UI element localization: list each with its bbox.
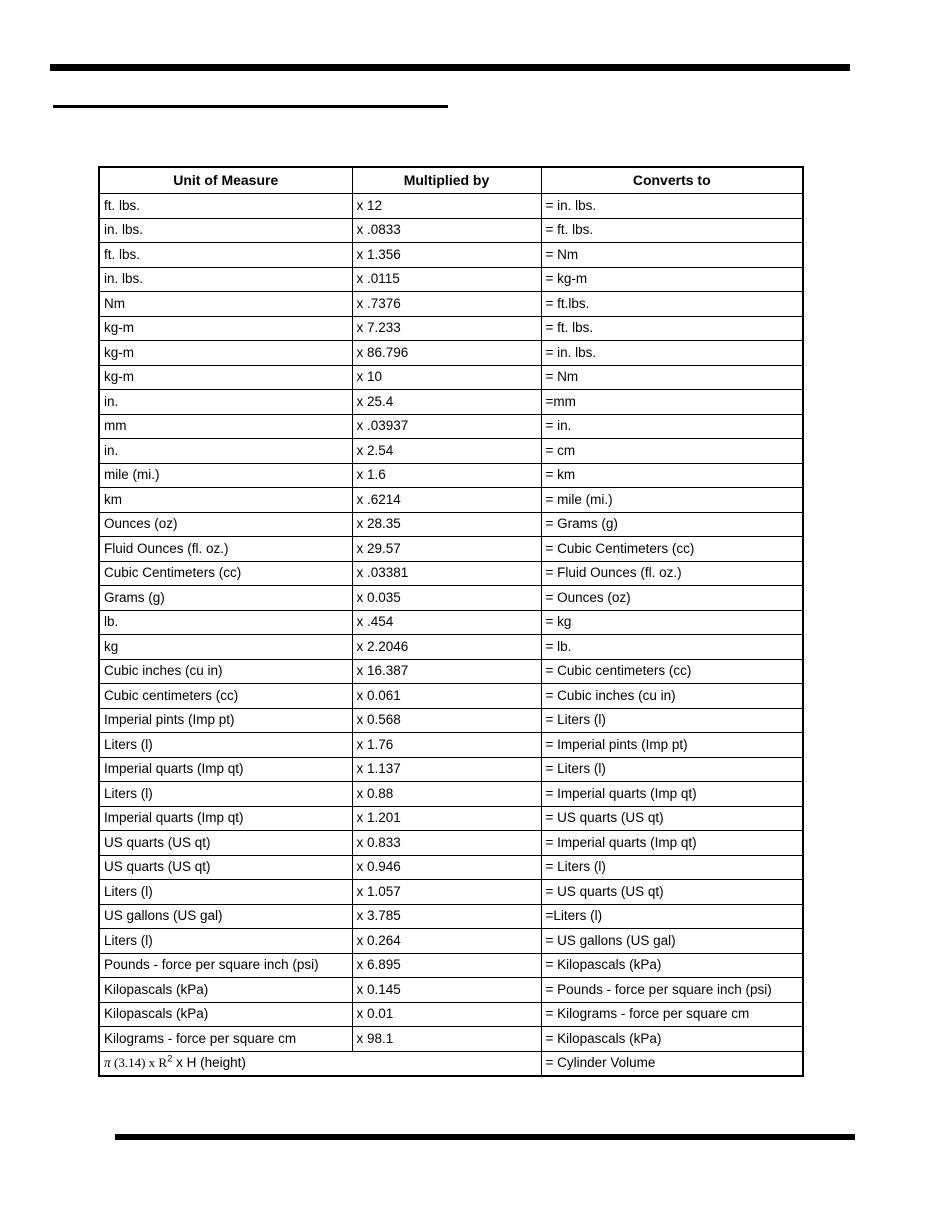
cell-converts-to: = Liters (l) [541,708,803,733]
table-row [99,757,803,782]
cell-converts-to: = lb. [541,635,803,660]
cell-unit-of-measure: kg [99,635,352,660]
table-row [99,537,803,562]
table-row [99,831,803,856]
table-row [99,1002,803,1027]
cell-multiplied-by: x .6214 [352,488,541,513]
table-row [99,439,803,464]
table-row [99,953,803,978]
cell-unit-of-measure: ft. lbs. [99,243,352,268]
table-row [99,267,803,292]
table-row [99,243,803,268]
cell-converts-to: = km [541,463,803,488]
cell-unit-of-measure: Fluid Ounces (fl. oz.) [99,537,352,562]
table-row [99,1027,803,1052]
cell-converts-to: = Grams (g) [541,512,803,537]
cell-unit-of-measure: Cubic Centimeters (cc) [99,561,352,586]
table-row [99,855,803,880]
cell-multiplied-by: x 1.76 [352,733,541,758]
cell-converts-to: = kg-m [541,267,803,292]
cell-converts-to: = in. lbs. [541,341,803,366]
cell-converts-to: = US gallons (US gal) [541,929,803,954]
cell-converts-to: = Cubic centimeters (cc) [541,659,803,684]
table-body [99,194,803,1077]
cell-multiplied-by: x 25.4 [352,390,541,415]
cell-converts-to: = Imperial quarts (Imp qt) [541,831,803,856]
table-row [99,488,803,513]
cell-unit-of-measure: Pounds - force per square inch (psi) [99,953,352,978]
cell-unit-of-measure: Liters (l) [99,929,352,954]
cell-converts-to: = Kilograms - force per square cm [541,1002,803,1027]
cell-multiplied-by: x 1.6 [352,463,541,488]
table-row-formula [99,1051,803,1076]
table-row [99,194,803,219]
cell-multiplied-by: x 0.01 [352,1002,541,1027]
cell-converts-to: = Nm [541,243,803,268]
cell-converts-to: = US quarts (US qt) [541,806,803,831]
column-header-converts-to: Converts to [541,167,803,194]
table-row [99,610,803,635]
cell-unit-of-measure: Imperial quarts (Imp qt) [99,757,352,782]
cell-unit-of-measure: ft. lbs. [99,194,352,219]
cell-multiplied-by: x 16.387 [352,659,541,684]
cell-converts-to: = Cubic Centimeters (cc) [541,537,803,562]
cell-unit-of-measure: US quarts (US qt) [99,831,352,856]
cell-converts-to: = Nm [541,365,803,390]
pi-symbol: π [104,1055,111,1071]
cell-unit-of-measure: Ounces (oz) [99,512,352,537]
cell-multiplied-by: x 0.264 [352,929,541,954]
cell-converts-to: = kg [541,610,803,635]
table-row [99,978,803,1003]
cell-converts-to: = Kilopascals (kPa) [541,1027,803,1052]
cell-unit-of-measure: US gallons (US gal) [99,904,352,929]
cell-converts-to: = mile (mi.) [541,488,803,513]
table-row [99,880,803,905]
cell-multiplied-by: x .0833 [352,218,541,243]
cell-unit-of-measure: Imperial quarts (Imp qt) [99,806,352,831]
cell-converts-to: = cm [541,439,803,464]
cell-unit-of-measure: lb. [99,610,352,635]
cell-unit-of-measure: km [99,488,352,513]
cell-converts-to: = ft. lbs. [541,218,803,243]
conversion-table [98,166,804,1077]
cell-multiplied-by: x 12 [352,194,541,219]
table-row [99,904,803,929]
table-row [99,341,803,366]
cell-converts-to: = Pounds - force per square inch (psi) [541,978,803,1003]
column-header-unit-of-measure: Unit of Measure [99,167,352,194]
column-header-multiplied-by: Multiplied by [352,167,541,194]
cell-converts-to: = ft.lbs. [541,292,803,317]
cell-multiplied-by: x 1.356 [352,243,541,268]
cell-converts-to: = Kilopascals (kPa) [541,953,803,978]
cell-converts-to: = Cubic inches (cu in) [541,684,803,709]
cell-unit-of-measure: Kilopascals (kPa) [99,1002,352,1027]
table-row [99,316,803,341]
cell-unit-of-measure: kg-m [99,365,352,390]
cell-unit-of-measure: Kilograms - force per square cm [99,1027,352,1052]
cell-multiplied-by: x .0115 [352,267,541,292]
cell-converts-to: = Imperial quarts (Imp qt) [541,782,803,807]
cell-multiplied-by: x 1.057 [352,880,541,905]
cell-multiplied-by: x 28.35 [352,512,541,537]
cell-unit-of-measure: Cubic centimeters (cc) [99,684,352,709]
cell-multiplied-by: x .03937 [352,414,541,439]
cell-multiplied-by: x 0.035 [352,586,541,611]
cell-multiplied-by: x 3.785 [352,904,541,929]
cell-multiplied-by: x 0.568 [352,708,541,733]
cell-unit-of-measure: Imperial pints (Imp pt) [99,708,352,733]
table-header [99,167,803,194]
cell-converts-to: = Imperial pints (Imp pt) [541,733,803,758]
cell-unit-of-measure: Liters (l) [99,880,352,905]
sub-divider-rule [53,105,448,108]
table-row [99,218,803,243]
cell-converts-to: = Fluid Ounces (fl. oz.) [541,561,803,586]
bottom-divider-rule [115,1134,855,1140]
table-row [99,806,803,831]
cell-unit-of-measure: in. lbs. [99,218,352,243]
cell-unit-of-measure: Liters (l) [99,733,352,758]
cell-multiplied-by: x 1.201 [352,806,541,831]
cell-converts-to: = Cylinder Volume [541,1051,803,1076]
cell-multiplied-by: x 10 [352,365,541,390]
cell-unit-of-measure: in. lbs. [99,267,352,292]
formula-exponent: 2 [167,1053,173,1065]
cell-multiplied-by: x 2.2046 [352,635,541,660]
cell-multiplied-by: x 0.061 [352,684,541,709]
table-row [99,929,803,954]
cell-converts-to: = in. lbs. [541,194,803,219]
cell-multiplied-by: x 0.145 [352,978,541,1003]
table-header-row [99,167,803,194]
top-divider-rule [50,64,850,71]
table-row [99,659,803,684]
cell-converts-to: = in. [541,414,803,439]
cell-unit-of-measure: kg-m [99,316,352,341]
cell-multiplied-by: x 2.54 [352,439,541,464]
cell-unit-of-measure: kg-m [99,341,352,366]
cell-converts-to: = ft. lbs. [541,316,803,341]
table-row [99,586,803,611]
table-row [99,512,803,537]
cell-unit-of-measure: Grams (g) [99,586,352,611]
cell-multiplied-by: x .7376 [352,292,541,317]
cell-multiplied-by: x 29.57 [352,537,541,562]
cell-multiplied-by: x 98.1 [352,1027,541,1052]
table-row [99,684,803,709]
table-row [99,782,803,807]
cell-multiplied-by: x .454 [352,610,541,635]
table-row [99,414,803,439]
conversion-table-container [98,166,802,1077]
cell-converts-to: = US quarts (US qt) [541,880,803,905]
cell-unit-of-measure: Cubic inches (cu in) [99,659,352,684]
cell-multiplied-by: x 0.833 [352,831,541,856]
cell-converts-to: =mm [541,390,803,415]
cell-converts-to: = Ounces (oz) [541,586,803,611]
cell-unit-of-measure: Nm [99,292,352,317]
cell-multiplied-by: x 0.88 [352,782,541,807]
table-row [99,390,803,415]
table-row [99,708,803,733]
formula-tail: x H (height) [172,1055,246,1071]
formula-pi-value: (3.14) x R [110,1055,168,1071]
cell-unit-of-measure: mile (mi.) [99,463,352,488]
cell-unit-of-measure: in. [99,439,352,464]
table-row [99,292,803,317]
table-row [99,365,803,390]
cell-converts-to: = Liters (l) [541,757,803,782]
cell-multiplied-by: x 6.895 [352,953,541,978]
cell-unit-of-measure: mm [99,414,352,439]
cell-unit-of-measure: Liters (l) [99,782,352,807]
cell-converts-to: = Liters (l) [541,855,803,880]
cell-multiplied-by: x 86.796 [352,341,541,366]
table-row [99,733,803,758]
cell-unit-of-measure: in. [99,390,352,415]
table-row [99,561,803,586]
cell-multiplied-by: x .03381 [352,561,541,586]
cell-converts-to: =Liters (l) [541,904,803,929]
cell-multiplied-by: x 0.946 [352,855,541,880]
table-row [99,463,803,488]
table-row [99,635,803,660]
cell-multiplied-by: x 7.233 [352,316,541,341]
cell-unit-of-measure: US quarts (US qt) [99,855,352,880]
cell-cylinder-volume-formula [99,1051,541,1076]
cell-unit-of-measure: Kilopascals (kPa) [99,978,352,1003]
cell-multiplied-by: x 1.137 [352,757,541,782]
